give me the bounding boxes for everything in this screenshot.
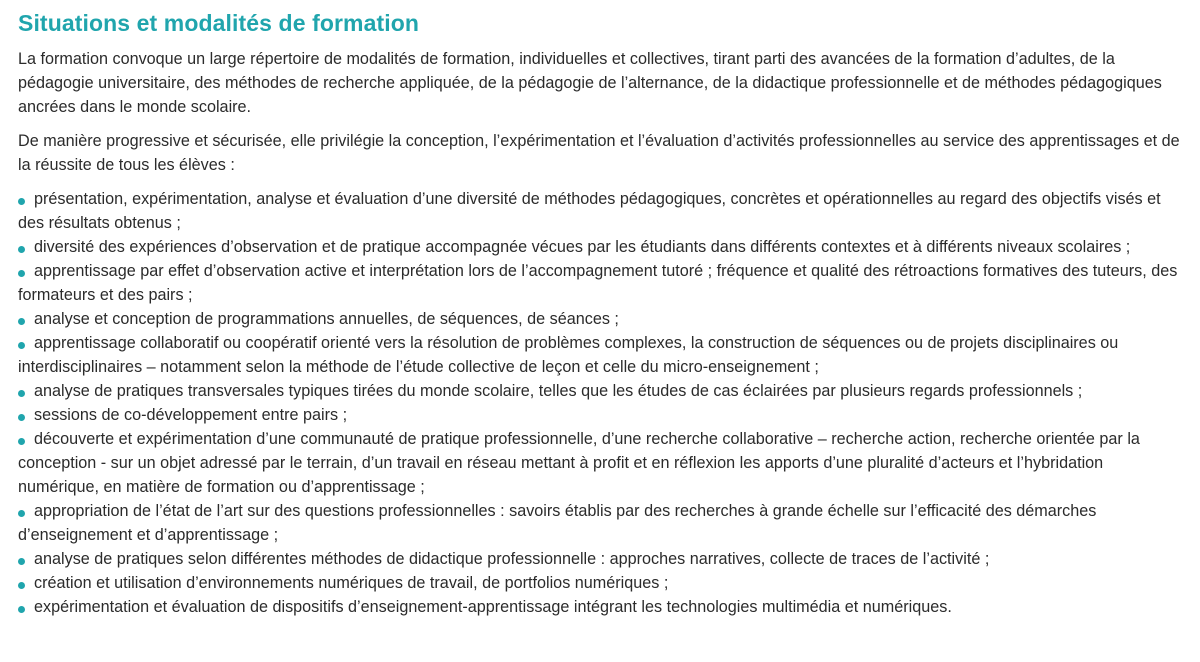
list-item-text: apprentissage par effet d’observation active et interprétation lors de l’accompagnement tutoré ; fréquence et qualité des rétroactions formatives des tuteurs, des formateurs et des pairs ; <box>18 262 1178 304</box>
bullet-icon <box>18 414 25 421</box>
list-item-text: diversité des expériences d’observation et de pratique accompagnée vécues par les étudiants dans différents contextes et à différents niveaux scolaires ; <box>34 238 1131 256</box>
list-item-text: analyse et conception de programmations annuelles, de séquences, de séances ; <box>34 310 619 328</box>
list-item-text: expérimentation et évaluation de dispositifs d’enseignement-apprentissage intégrant les technologies multimédia et numériques. <box>34 598 952 616</box>
list-item <box>18 331 1182 379</box>
list-item-text: présentation, expérimentation, analyse et évaluation d’une diversité de méthodes pédagogiques, concrètes et opérationnelles au regard des objectifs visés et des résultats obtenus ; <box>18 190 1161 232</box>
list-item-text: sessions de co-développement entre pairs ; <box>34 406 348 424</box>
bullet-icon <box>18 558 25 565</box>
modalities-list <box>18 187 1182 619</box>
list-item-text: apprentissage collaboratif ou coopératif orienté vers la résolution de problèmes complexes, la construction de séquences ou de projets disciplinaires ou interdisciplinaires – notamment selon la méthode de l’étude collective de leçon et celle du micro-enseignement ; <box>18 334 1119 376</box>
list-item-text: analyse de pratiques transversales typiques tirées du monde scolaire, telles que les études de cas éclairées par plusieurs regards professionnels ; <box>34 382 1083 400</box>
bullet-icon <box>18 606 25 613</box>
list-item <box>18 379 1182 403</box>
bullet-icon <box>18 198 25 205</box>
list-item <box>18 595 1182 619</box>
bullet-icon <box>18 318 25 325</box>
list-item-text: appropriation de l’état de l’art sur des questions professionnelles : savoirs établis par des recherches à grande échelle sur l’efficacité des démarches d’enseignement et d’apprentissage ; <box>18 502 1097 544</box>
page-title: Situations et modalités de formation <box>18 10 420 36</box>
list-item-text: analyse de pratiques selon différentes méthodes de didactique professionnelle : approches narratives, collecte de traces de l’activité ; <box>34 550 990 568</box>
list-item-text: création et utilisation d’environnements numériques de travail, de portfolios numériques ; <box>34 574 669 592</box>
list-item <box>18 427 1182 499</box>
list-item <box>18 187 1182 235</box>
bullet-icon <box>18 582 25 589</box>
list-item <box>18 403 1182 427</box>
bullet-icon <box>18 510 25 517</box>
bullet-icon <box>18 246 25 253</box>
list-item-text: découverte et expérimentation d’une communauté de pratique professionnelle, d’une recherche collaborative – recherche action, recherche orientée par la conception - sur un objet adressé par le terrain, d’un travail en réseau mettant à profit et en réflexion les apports d’une pluralité d’acteurs et l’hybridation numérique, en matière de formation ou d’apprentissage ; <box>18 430 1140 496</box>
bullet-icon <box>18 438 25 445</box>
list-item <box>18 235 1182 259</box>
list-item <box>18 499 1182 547</box>
list-item <box>18 307 1182 331</box>
list-item <box>18 547 1182 571</box>
intro-paragraph: La formation convoque un large répertoire de modalités de formation, individuelles et collectives, tirant parti des avancées de la formation d’adultes, de la pédagogie universitaire, des méthodes de recherche appliquée, de la pédagogie de l’alternance, de la didactique professionnelle et de méthodes pédagogiques ancrées dans le monde scolaire. <box>18 50 1162 116</box>
bullet-icon <box>18 270 25 277</box>
lead-paragraph: De manière progressive et sécurisée, elle privilégie la conception, l’expérimentation et l’évaluation d’activités professionnelles au service des apprentissages et de la réussite de tous les élèves : <box>18 132 1180 174</box>
list-item <box>18 571 1182 595</box>
bullet-icon <box>18 342 25 349</box>
list-item <box>18 259 1182 307</box>
bullet-icon <box>18 390 25 397</box>
